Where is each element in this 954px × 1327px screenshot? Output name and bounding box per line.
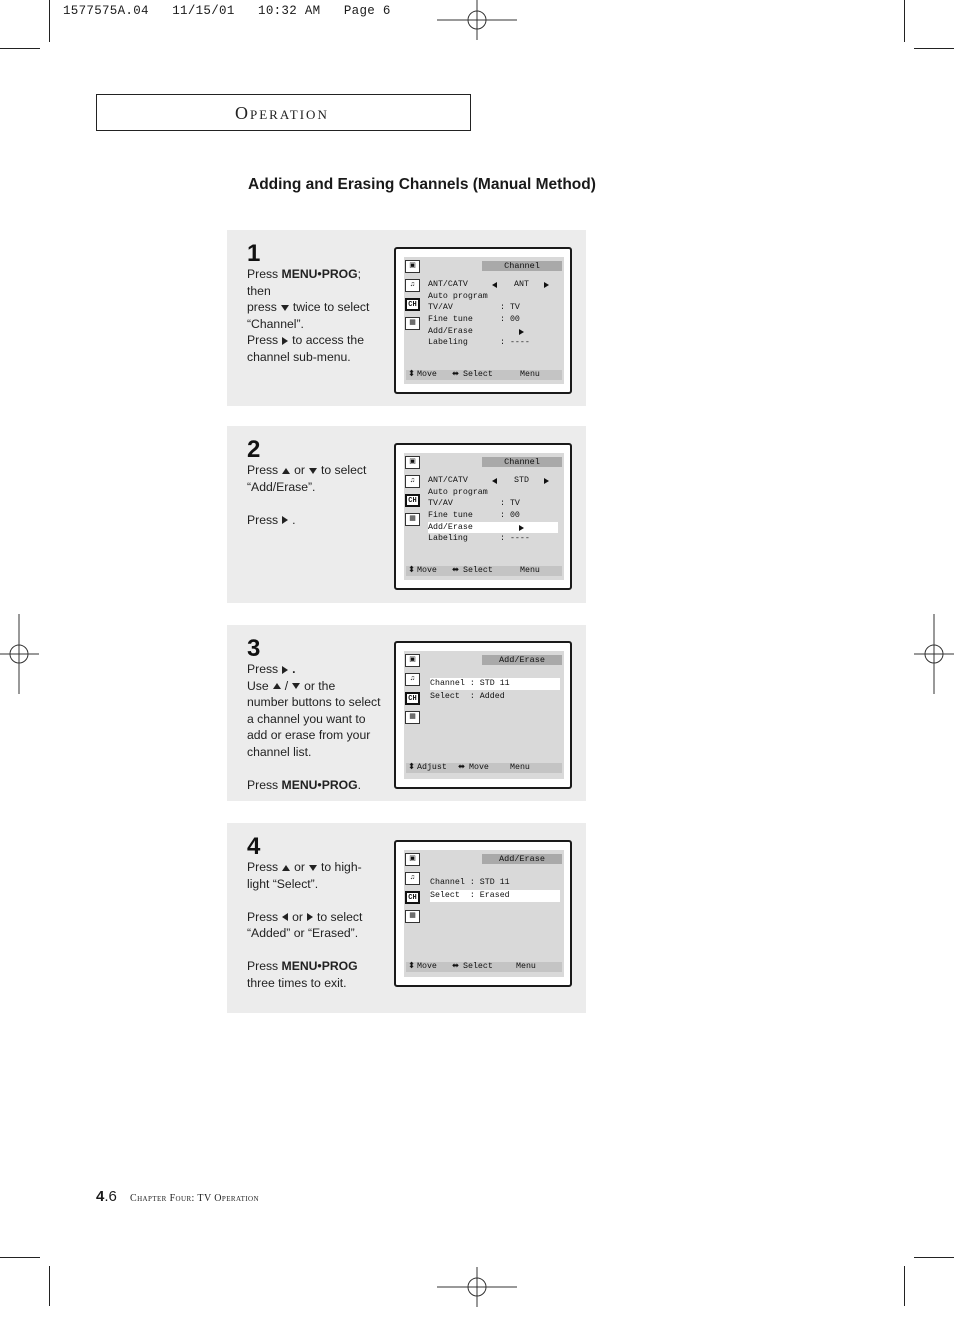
right-arrow-icon <box>519 329 524 335</box>
leftright-icon: ⬌ <box>452 566 459 575</box>
menu-prog-label: MENU•PROG <box>281 267 358 281</box>
osd-row: Auto program <box>428 291 488 301</box>
osd-menu <box>404 257 564 384</box>
sound-icon: ♫ <box>405 475 420 488</box>
crop-mark <box>0 48 40 49</box>
page-title: Adding and Erasing Channels (Manual Method) <box>248 176 596 193</box>
channel-icon: CH <box>405 494 420 507</box>
step-number: 1 <box>247 240 261 267</box>
osd-rows <box>430 678 560 703</box>
osd-icon-column <box>405 654 423 730</box>
right-arrow-icon <box>282 666 288 674</box>
osd-menu <box>404 453 564 580</box>
osd-menu <box>404 850 564 977</box>
osd-screen <box>394 443 572 590</box>
step-number: 4 <box>247 833 261 860</box>
print-header: 1577575A.04 11/15/01 10:32 AM Page 6 <box>63 4 391 18</box>
osd-icon-column <box>405 260 423 336</box>
registration-mark-right <box>894 614 954 694</box>
osd-rows <box>428 279 558 349</box>
osd-row: Labeling : ---- <box>428 338 530 348</box>
chapter-label: Chapter Four: TV Operation <box>130 1193 259 1204</box>
updown-icon: ⬍ <box>408 370 415 379</box>
channel-icon: CH <box>405 298 420 311</box>
up-arrow-icon <box>282 865 290 871</box>
right-arrow-icon <box>519 525 524 531</box>
step-2-panel <box>227 426 586 603</box>
left-arrow-icon <box>492 282 497 288</box>
crop-mark <box>49 0 50 42</box>
crop-mark <box>0 1257 40 1258</box>
down-arrow-icon <box>292 683 300 689</box>
step-1-panel <box>227 230 586 406</box>
leftright-icon: ⬌ <box>452 370 459 379</box>
osd-footer: ⬍ Move ⬌ Select Menu <box>406 566 562 576</box>
down-arrow-icon <box>281 305 289 311</box>
osd-row-highlighted: Select : Erased <box>430 890 560 902</box>
sound-icon: ♫ <box>405 673 420 686</box>
step-number: 3 <box>247 635 261 662</box>
registration-mark-left <box>0 614 59 694</box>
osd-row: Fine tune : 00 <box>428 315 520 325</box>
section-header-box <box>96 94 471 131</box>
osd-row: Fine tune : 00 <box>428 511 520 521</box>
osd-row: Labeling : ---- <box>428 534 530 544</box>
step-3-panel <box>227 625 586 801</box>
osd-row-highlighted: Channel : STD 11 <box>430 678 560 690</box>
updown-icon: ⬍ <box>408 962 415 971</box>
registration-mark-bottom <box>437 1247 517 1327</box>
setup-icon: ▦ <box>405 910 420 923</box>
step-instructions: Press or to select “Add/Erase”. Press . <box>247 463 367 527</box>
up-arrow-icon <box>273 683 281 689</box>
down-arrow-icon <box>309 865 317 871</box>
channel-icon: CH <box>405 891 420 904</box>
menu-prog-label: MENU•PROG <box>281 777 358 792</box>
right-arrow-icon <box>307 913 313 921</box>
osd-icon-column <box>405 853 423 929</box>
tv-icon: ▣ <box>405 654 420 667</box>
crop-mark <box>914 48 954 49</box>
channel-icon: CH <box>405 692 420 705</box>
osd-footer: ⬍ Move ⬌ Select Menu <box>406 962 562 972</box>
osd-footer: ⬍ Move ⬌ Select Menu <box>406 370 562 380</box>
osd-row: ANT/CATV ANT <box>428 279 558 291</box>
osd-title: Channel <box>482 457 562 467</box>
right-arrow-icon <box>282 516 288 524</box>
osd-title: Add/Erase <box>482 854 562 864</box>
left-arrow-icon <box>492 478 497 484</box>
osd-row: TV/AV : TV <box>428 303 520 313</box>
page-number: 4.6 <box>96 1188 117 1205</box>
osd-row: Select : Added <box>430 692 505 701</box>
osd-footer: ⬍ Adjust ⬌ Move Menu <box>406 763 562 773</box>
right-arrow-icon <box>544 478 549 484</box>
crop-mark <box>904 0 905 42</box>
osd-screen <box>394 247 572 394</box>
section-title: Operation <box>235 103 329 123</box>
tv-icon: ▣ <box>405 853 420 866</box>
osd-row: Channel : STD 11 <box>430 878 510 887</box>
osd-rows <box>430 877 560 902</box>
osd-rows <box>428 475 558 545</box>
osd-row: Auto program <box>428 487 488 497</box>
updown-icon: ⬍ <box>408 763 415 772</box>
crop-mark <box>904 1266 905 1306</box>
step-instructions: Press or to high- light “Select”. Press or to select “Added” or “Erased”. Press MENU•PROG three times to exit. <box>247 860 363 990</box>
osd-row: Add/Erase <box>428 326 558 338</box>
tv-icon: ▣ <box>405 260 420 273</box>
crop-mark <box>914 1257 954 1258</box>
up-arrow-icon <box>282 468 290 474</box>
crop-mark <box>49 1266 50 1306</box>
setup-icon: ▦ <box>405 513 420 526</box>
step-instructions: Press MENU•PROG; then press twice to select “Channel”. Press to access the channel sub-menu. <box>247 267 370 364</box>
osd-row-highlighted: Add/Erase <box>428 522 558 534</box>
updown-icon: ⬍ <box>408 566 415 575</box>
right-arrow-icon <box>544 282 549 288</box>
setup-icon: ▦ <box>405 711 420 724</box>
menu-prog-label: MENU•PROG <box>281 959 358 973</box>
osd-title: Add/Erase <box>482 655 562 665</box>
registration-mark-top <box>437 0 517 60</box>
sound-icon: ♫ <box>405 872 420 885</box>
leftright-icon: ⬌ <box>452 962 459 971</box>
osd-screen <box>394 641 572 789</box>
down-arrow-icon <box>309 468 317 474</box>
right-arrow-icon <box>282 337 288 345</box>
step-4-panel <box>227 823 586 1013</box>
setup-icon: ▦ <box>405 317 420 330</box>
left-arrow-icon <box>282 913 288 921</box>
tv-icon: ▣ <box>405 456 420 469</box>
step-number: 2 <box>247 436 261 463</box>
osd-row: ANT/CATV STD <box>428 475 558 487</box>
step-instructions: Press . Use / or the number buttons to select a channel you want to add or erase from your channel list. Press MENU•PROG. <box>247 662 381 792</box>
sound-icon: ♫ <box>405 279 420 292</box>
osd-menu <box>404 651 564 779</box>
osd-row: TV/AV : TV <box>428 499 520 509</box>
osd-title: Channel <box>482 261 562 271</box>
osd-icon-column <box>405 456 423 532</box>
osd-screen <box>394 840 572 987</box>
leftright-icon: ⬌ <box>458 763 465 772</box>
